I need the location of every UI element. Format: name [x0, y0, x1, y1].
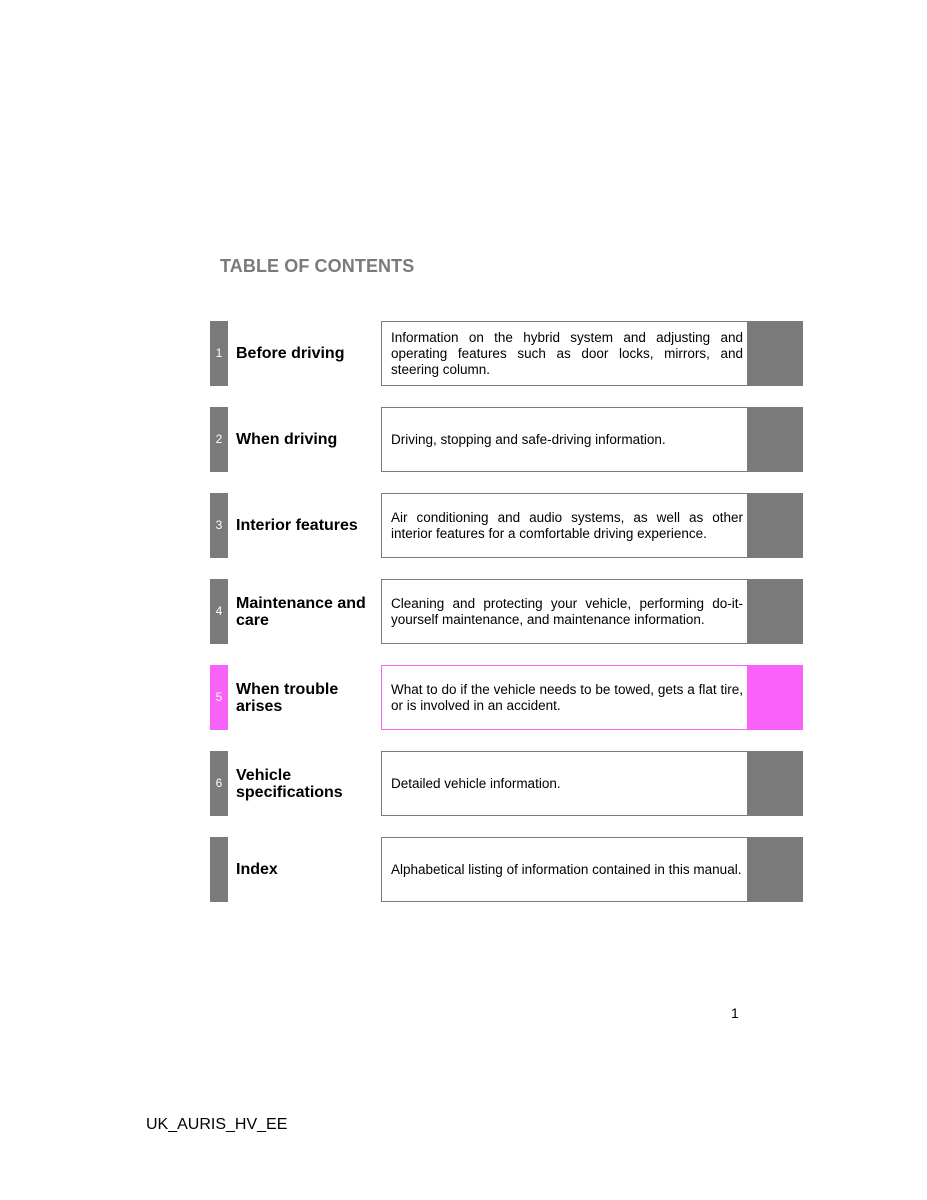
chapter-description: [381, 407, 747, 472]
chapter-title-text: Index: [236, 861, 278, 878]
chapter-number-tab: 4: [210, 579, 228, 644]
chapter-description-text: Air conditioning and audio systems, as well as other interior features for a comfortable driving experience.: [391, 509, 743, 541]
chapter-description-text: Alphabetical listing of information contained in this manual.: [391, 861, 742, 877]
chapter-description-text: Driving, stopping and safe-driving information.: [391, 431, 666, 447]
toc-entry-vehicle-specifications[interactable]: [210, 751, 803, 816]
chapter-title[interactable]: [236, 665, 378, 730]
thumb-index-tab[interactable]: [747, 493, 803, 558]
chapter-description: [381, 665, 747, 730]
chapter-title[interactable]: [236, 579, 378, 644]
thumb-index-tab[interactable]: [747, 751, 803, 816]
chapter-description: [381, 493, 747, 558]
chapter-title[interactable]: [236, 751, 378, 816]
chapter-number-tab: 2: [210, 407, 228, 472]
chapter-title-text: When driving: [236, 431, 338, 448]
chapter-number-tab: 5: [210, 665, 228, 730]
chapter-title[interactable]: [236, 493, 378, 558]
toc-entry-before-driving[interactable]: [210, 321, 803, 386]
chapter-title[interactable]: [236, 407, 378, 472]
chapter-title-text: Before driving: [236, 345, 345, 362]
chapter-description-text: Cleaning and protecting your vehicle, performing do-it-yourself maintenance, and maintenance information.: [391, 595, 743, 627]
chapter-description: [381, 837, 747, 902]
toc-entry-interior-features[interactable]: [210, 493, 803, 558]
page-number: 1: [731, 1005, 739, 1021]
chapter-number-tab: 3: [210, 493, 228, 558]
chapter-description-text: What to do if the vehicle needs to be towed, gets a flat tire, or is involved in an accident.: [391, 681, 743, 713]
chapter-description: [381, 321, 747, 386]
chapter-description: [381, 751, 747, 816]
chapter-title[interactable]: [236, 321, 378, 386]
chapter-title-text: Maintenance and care: [236, 594, 366, 629]
chapter-title[interactable]: [236, 837, 378, 902]
chapter-title-text: Interior features: [236, 517, 358, 534]
thumb-index-tab[interactable]: [747, 579, 803, 644]
thumb-index-tab[interactable]: [747, 665, 803, 730]
chapter-description: [381, 579, 747, 644]
document-code: UK_AURIS_HV_EE: [146, 1116, 288, 1133]
page-title: TABLE OF CONTENTS: [220, 256, 415, 276]
chapter-number-tab: [210, 837, 228, 902]
chapter-title-text: Vehicle specifications: [236, 766, 343, 801]
chapter-description-text: Information on the hybrid system and adjusting and operating features such as door locks, mirrors, and steering column.: [391, 329, 743, 377]
chapter-number-tab: 1: [210, 321, 228, 386]
thumb-index-tab[interactable]: [747, 837, 803, 902]
thumb-index-tab[interactable]: [747, 407, 803, 472]
thumb-index-tab[interactable]: [747, 321, 803, 386]
toc-entry-when-trouble-arises[interactable]: [210, 665, 803, 730]
toc-entry-when-driving[interactable]: [210, 407, 803, 472]
chapter-number-tab: 6: [210, 751, 228, 816]
chapter-title-text: When trouble arises: [236, 680, 339, 715]
toc-entry-index[interactable]: [210, 837, 803, 902]
chapter-description-text: Detailed vehicle information.: [391, 775, 561, 791]
toc-entry-maintenance-and-care[interactable]: [210, 579, 803, 644]
